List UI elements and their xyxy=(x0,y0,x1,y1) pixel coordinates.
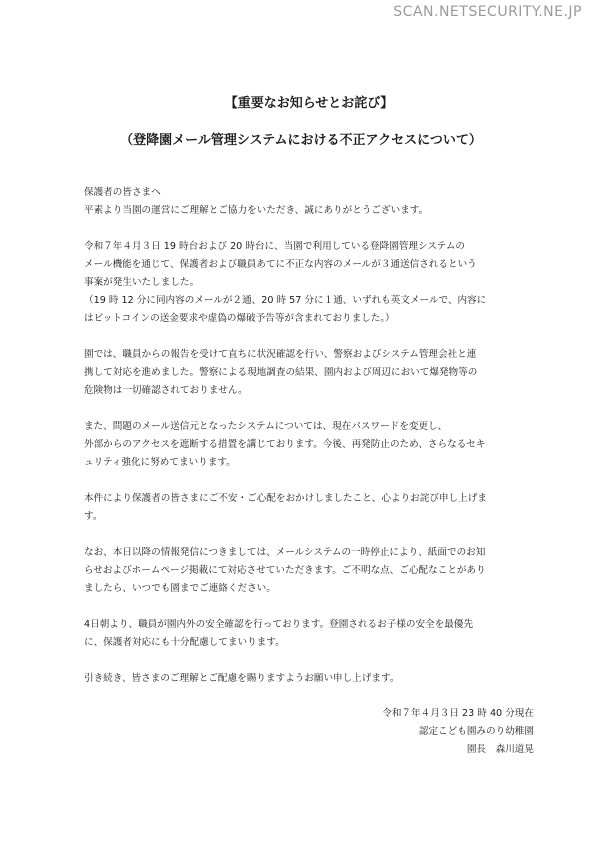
text-line: 令和７年４月３日 19 時台および 20 時台に、当園で利用している登降園管理システムの xyxy=(84,241,466,252)
paragraph-safety xyxy=(84,616,534,652)
signature-director: 園長 森川道晃 xyxy=(466,744,534,755)
paragraph-countermeasures xyxy=(84,418,534,472)
paragraph-closing xyxy=(84,670,534,688)
text-line: 危険物は一切確認されておりません。 xyxy=(84,385,248,396)
text-line: なお、本日以降の情報発信につきましては、メールシステムの一時停止により、紙面でのお知 xyxy=(84,547,486,558)
text-line: に、保護者対応にも十分配慮してまいります。 xyxy=(84,637,285,648)
signature-organization: 認定こども園みのり幼稚園 xyxy=(418,726,534,737)
paragraph-greeting xyxy=(84,184,534,220)
text-line: 事案が発生いたしました。 xyxy=(84,277,200,288)
text-line: （19 時 12 分に同内容のメールが２通、20 時 57 分に１通、いずれも英文メールで、内容に xyxy=(84,295,487,306)
watermark-text: SCAN.NETSECURITY.NE.JP xyxy=(393,4,582,20)
text-line: 引き続き、皆さまのご理解とご配慮を賜りますようお願い申し上げます。 xyxy=(84,673,400,684)
paragraph-information xyxy=(84,544,534,598)
text-line: ュリティ強化に努めてまいります。 xyxy=(84,457,236,468)
notice-document xyxy=(84,92,534,706)
text-line: す。 xyxy=(84,511,103,522)
paragraph-apology xyxy=(84,490,534,526)
signature-datetime: 令和７年４月３日 23 時 40 分現在 xyxy=(382,708,534,719)
document-subtitle: （登降園メール管理システムにおける不正アクセスについて） xyxy=(120,133,482,148)
text-line: また、問題のメール送信元となったシステムについては、現在パスワードを変更し、 xyxy=(84,421,448,432)
text-line: 保護者の皆さまへ xyxy=(84,187,161,198)
text-line: らせおよびホームページ掲載にて対応させていただきます。ご不明な点、ご心配なことがあり xyxy=(84,565,486,576)
text-line: 園では、職員からの報告を受けて直ちに状況確認を行い、警察およびシステム管理会社と連 xyxy=(84,349,477,360)
paragraph-response xyxy=(84,346,534,400)
text-line: ましたら、いつでも園までご連絡ください。 xyxy=(84,583,276,594)
text-line: 外部からのアクセスを遮断する措置を講じております。今後、再発防止のため、さらなるセキ xyxy=(84,439,486,450)
document-title: 【重要なお知らせとお詫び】 xyxy=(224,96,394,111)
text-line: 平素より当園の運営にご理解とご協力をいただき、誠にありがとうございます。 xyxy=(84,205,429,216)
text-line: 携して対応を進めました。警察による現地調査の結果、園内および周辺において爆発物等の xyxy=(84,367,478,378)
text-line: 4日朝より、職員が園内外の安全確認を行っております。登園されるお子様の安全を最優先 xyxy=(84,619,474,630)
text-line: 本件により保護者の皆さまにご不安・ご心配をおかけしましたこと、心よりお詫び申し上げま xyxy=(84,493,487,504)
paragraph-incident xyxy=(84,238,534,328)
text-line: はビットコインの送金要求や虚偽の爆破予告等が含まれておりました。） xyxy=(84,313,395,324)
text-line: メール機能を通じて、保護者および職員あてに不正な内容のメールが３通送信されるという xyxy=(84,259,477,270)
signature-block xyxy=(382,705,534,759)
